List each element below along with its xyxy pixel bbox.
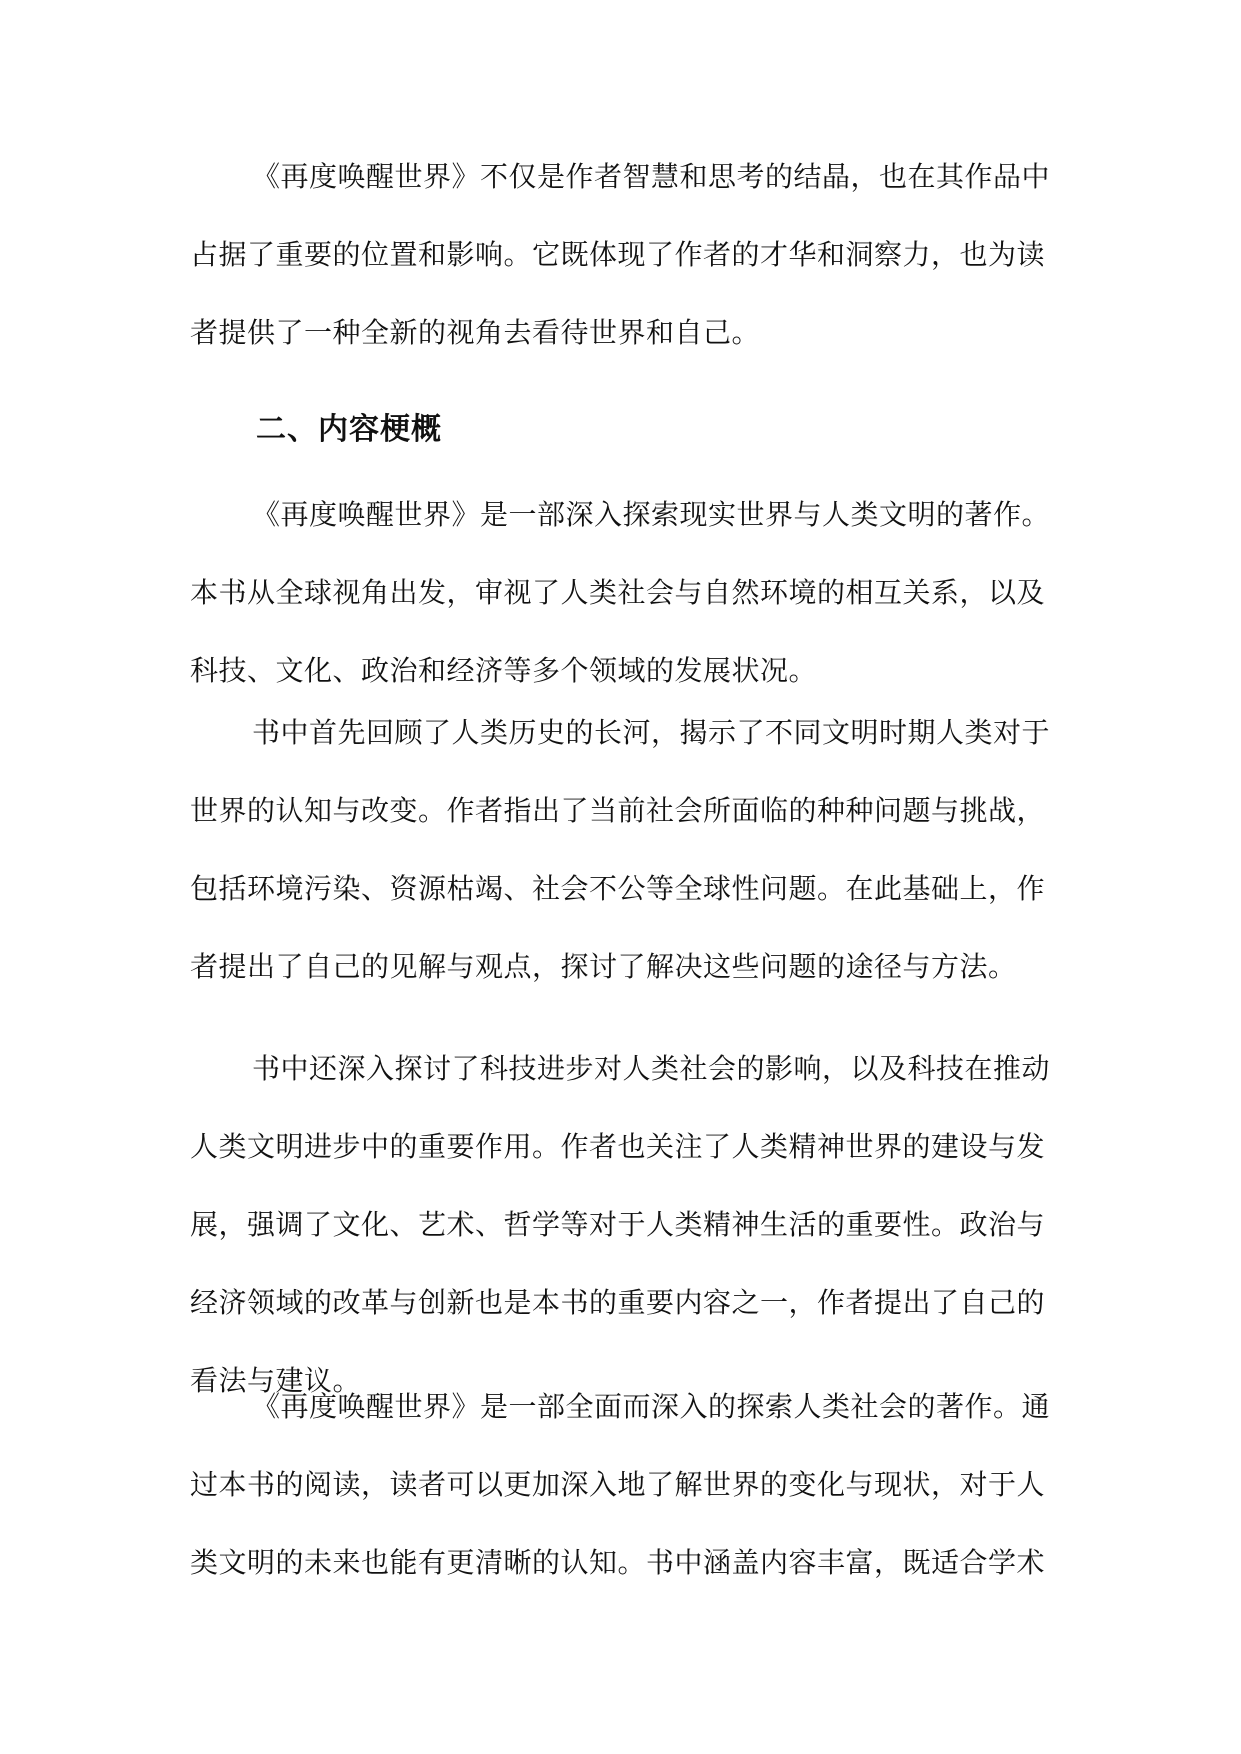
text-line: 经济领域的改革与创新也是本书的重要内容之一，作者提出了自己的: [190, 1286, 1046, 1319]
text-line: 过本书的阅读，读者可以更加深入地了解世界的变化与现状，对于人: [190, 1468, 1046, 1501]
text-line: 《再度唤醒世界》是一部全面而深入的探索人类社会的著作。通: [252, 1390, 1051, 1423]
text-line: 《再度唤醒世界》是一部深入探索现实世界与人类文明的著作。: [252, 498, 1051, 531]
text-line: 类文明的未来也能有更清晰的认知。书中涵盖内容丰富，既适合学术: [190, 1546, 1046, 1579]
text-line: 本书从全球视角出发，审视了人类社会与自然环境的相互关系，以及: [190, 576, 1046, 609]
text-line: 者提出了自己的见解与观点，探讨了解决这些问题的途径与方法。: [190, 950, 1017, 983]
paragraph-summary-history: [190, 694, 1070, 1006]
paragraph-intro-significance: [190, 138, 1070, 372]
text-line: 展，强调了文化、艺术、哲学等对于人类精神生活的重要性。政治与: [190, 1208, 1046, 1241]
text-line: 书中还深入探讨了科技进步对人类社会的影响，以及科技在推动: [252, 1052, 1051, 1085]
text-line: 包括环境污染、资源枯竭、社会不公等全球性问题。在此基础上，作: [190, 872, 1046, 905]
text-line: 人类文明进步中的重要作用。作者也关注了人类精神世界的建设与发: [190, 1130, 1046, 1163]
text-line: 《再度唤醒世界》不仅是作者智慧和思考的结晶，也在其作品中: [252, 160, 1051, 193]
paragraph-summary-conclusion: [190, 1368, 1070, 1602]
text-line: 占据了重要的位置和影响。它既体现了作者的才华和洞察力，也为读: [190, 238, 1046, 271]
paragraph-summary-overview: [190, 476, 1070, 710]
text-line: 科技、文化、政治和经济等多个领域的发展状况。: [190, 654, 818, 687]
paragraph-summary-technology: [190, 1030, 1070, 1420]
section-heading: 二、内容梗概: [256, 412, 442, 447]
text-line: 看法与建议。: [190, 1364, 362, 1397]
text-line: 书中首先回顾了人类历史的长河，揭示了不同文明时期人类对于: [252, 716, 1051, 749]
text-line: 世界的认知与改变。作者指出了当前社会所面临的种种问题与挑战，: [190, 794, 1046, 827]
text-line: 者提供了一种全新的视角去看待世界和自己。: [190, 316, 761, 349]
